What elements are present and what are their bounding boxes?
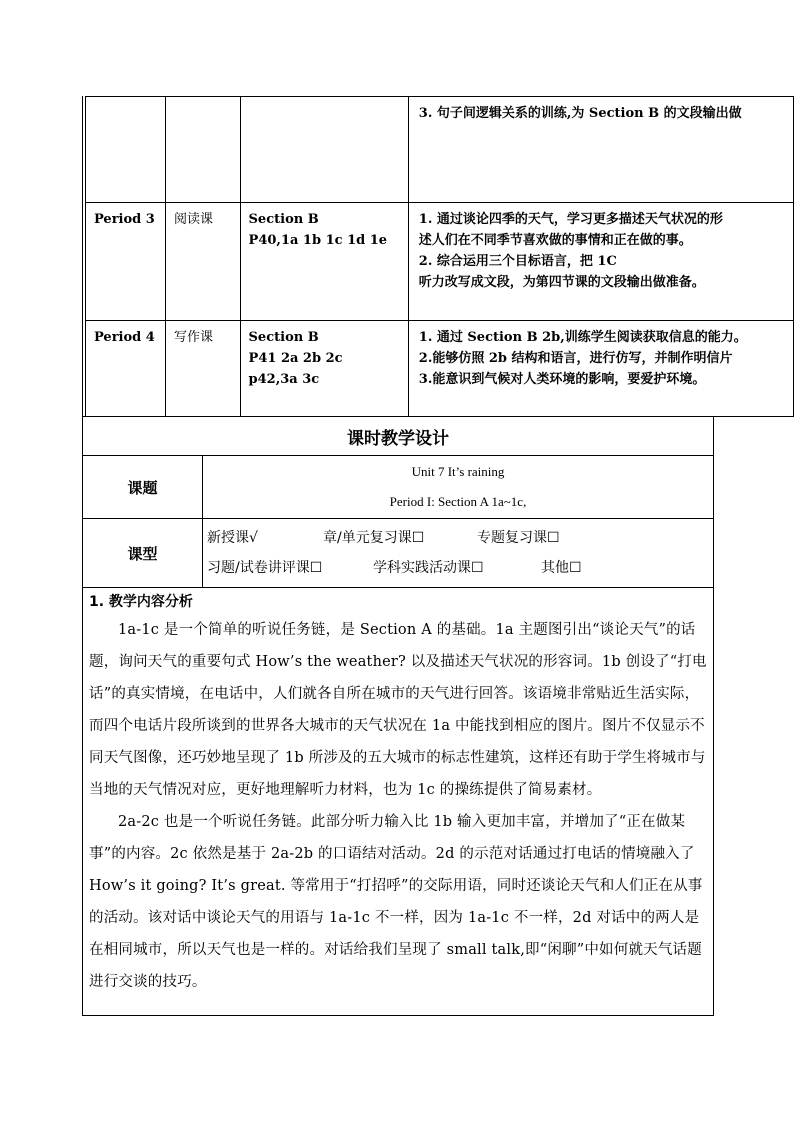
objective-line: 2. 综合运用三个目标语言，把 1C bbox=[418, 254, 617, 269]
objective-line: 听力改写成文段，为第四节课的文段输出做准备。 bbox=[418, 275, 705, 290]
period-cell bbox=[84, 97, 166, 203]
type-option-exercise-review: 习题/试卷讲评课☐ bbox=[207, 560, 323, 576]
objectives-cell bbox=[408, 321, 793, 417]
type-option-topic-review: 专题复习课☐ bbox=[477, 530, 560, 546]
objective-line: 述人们在不同季节喜欢做的事情和正在做的事。 bbox=[418, 233, 692, 248]
type-cell: 写作课 bbox=[166, 321, 241, 417]
material-cell: Section B P41 2a 2b 2c p42,3a 3c bbox=[240, 321, 408, 417]
content-analysis bbox=[83, 588, 714, 1016]
analysis-paragraph: 1a-1c 是一个简单的听说任务链，是 Section A 的基础。1a 主题图引出“谈论天气”的话题，询问天气的重要句式 How’s the weather? 以及描述天气状况的形容词。1b 创设了“打电话”的真实情境，在电话中，人们就各自所在城市的天气进行回答。该语境非常贴近生活实际，而四个电话片段所谈到的世界各大城市的天气状况在 1a 中能找到相应的图片。图片不仅显示不同天气图像，还巧妙地呈现了 1b 所涉及的五大城市的标志性建筑，这样还有助于学生将城市与当地的天气情况对应，更好地理解听力材料，也为 1c 的操练提供了简易素材。 bbox=[89, 622, 707, 798]
lesson-type-options bbox=[203, 519, 714, 588]
overview-row-period-3 bbox=[84, 203, 794, 321]
analysis-paragraph: 2a-2c 也是一个听说任务链。此部分听力输入比 1b 输入更加丰富，并增加了“正在做某事”的内容。2c 依然是基于 2a-2b 的口语结对活动。2d 的示范对话通过打电话的情境融入了 How’s it going? It’s great. 等常用于“打招呼”的交际用语，同时还谈论天气和人们正在从事的活动。该对话中谈论天气的用语与 1a-1c 不一样，因为 1a-1c 不一样，2d 对话中的两人是在相同城市，所以天气也是一样的。对话给我们呈现了 small talk,即“闲聊”中如何就天气话题进行交谈的技巧。 bbox=[89, 814, 703, 990]
topic-row bbox=[83, 456, 714, 519]
lesson-type-row bbox=[83, 519, 714, 588]
type-option-other: 其他☐ bbox=[541, 560, 582, 576]
objective-line: 1. 通过谈论四季的天气，学习更多描述天气状况的形 bbox=[418, 212, 723, 227]
type-option-new: 新授课√ bbox=[207, 530, 258, 546]
topic-label: 课题 bbox=[83, 456, 203, 519]
type-cell bbox=[166, 97, 241, 203]
topic-value: Unit 7 It’s raining Period I: Section A 1a~1c, bbox=[203, 456, 714, 519]
objective-line: 2.能够仿照 2b 结构和语言，进行仿写，并制作明信片 bbox=[418, 351, 733, 366]
period-cell: Period 3 bbox=[84, 203, 166, 321]
content-analysis-row bbox=[83, 588, 714, 1016]
type-option-unit-review: 章/单元复习课☐ bbox=[323, 530, 425, 546]
period-cell: Period 4 bbox=[84, 321, 166, 417]
objective-line: 1. 通过 Section B 2b,训练学生阅读获取信息的能力。 bbox=[418, 330, 747, 345]
type-cell: 阅读课 bbox=[166, 203, 241, 321]
material-cell bbox=[240, 97, 408, 203]
objective-line: 3.能意识到气候对人类环境的影响，要爱护环境。 bbox=[418, 372, 706, 387]
objectives-cell bbox=[408, 97, 793, 203]
lesson-design-table bbox=[82, 416, 714, 1016]
lesson-type-label: 课型 bbox=[83, 519, 203, 588]
overview-row-period-4 bbox=[84, 321, 794, 417]
material-cell: Section B P40,1a 1b 1c 1d 1e bbox=[240, 203, 408, 321]
design-title: 课时教学设计 bbox=[83, 417, 714, 456]
objectives-cell bbox=[408, 203, 793, 321]
content-heading: 1. 教学内容分析 bbox=[89, 594, 193, 610]
overview-row-continued bbox=[84, 97, 794, 203]
type-option-practice: 学科实践活动课☐ bbox=[373, 560, 484, 576]
period-overview-table bbox=[82, 96, 794, 417]
objective-line: 3. 句子间逻辑关系的训练,为 Section B 的文段输出做 bbox=[418, 106, 742, 121]
